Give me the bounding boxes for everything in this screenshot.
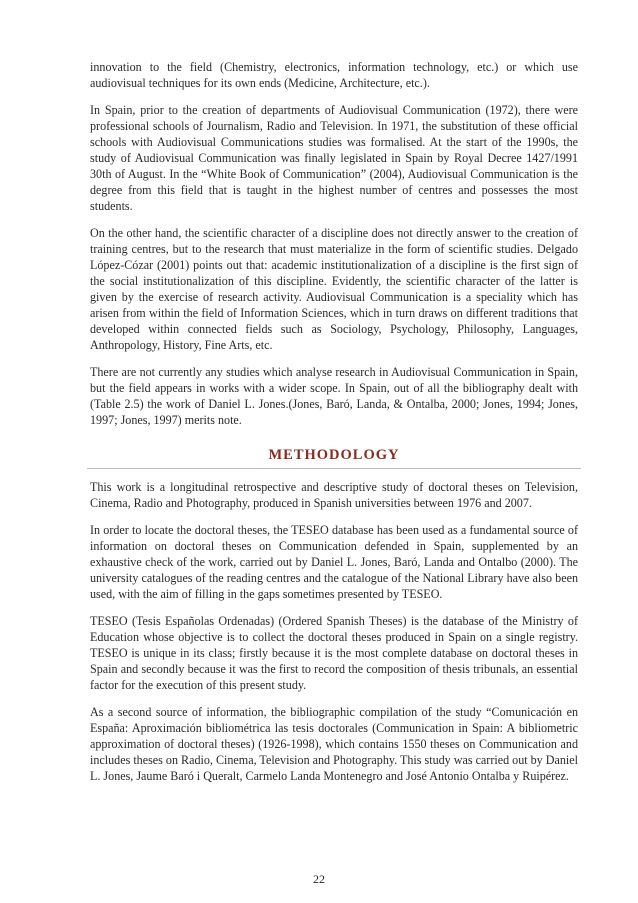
paragraph-teseo-sources: In order to locate the doctoral theses, the TESEO database has been used as a fundamental source of information on doctoral theses on Communication defended in Spain, supplemented by an exhaustive check of the work, carried out by Daniel L. Jones, Baró, Landa and Ontalbo (2000). The university catalogues of the reading centres and the catalogue of the National Library have also been used, with the aim of filling in the gaps sometimes presented by TESEO.	[90, 523, 578, 601]
section-divider	[87, 468, 581, 469]
page-number: 22	[313, 872, 325, 886]
paragraph-second-source: As a second source of information, the bibliographic compilation of the study “Comunicación en España: Aproximación bibliométrica las tesis doctorales (Communication in Spain: A bibliometric approximation of doctoral theses) (1926-1998), which contains 1550 theses on Communication and includes theses on Radio, Cinema, Television and Photography. This study was carried out by Daniel L. Jones, Jaume Baró i Queralt, Carmelo Landa Montenegro and José Antonio Ontalba y Ruipérez.	[90, 705, 578, 783]
section-heading-methodology: METHODOLOGY	[268, 447, 400, 463]
paragraph-scientific-character: On the other hand, the scientific character of a discipline does not directly answer to the creation of training centres, but to the research that must materialize in the form of scientific studies. Delgado López-Cózar (2001) points out that: academic institutionalization of a discipline is the first sign of the social institutionalization of this discipline. Evidently, the scientific character of the latter is given by the exercise of research activity. Audiovisual Communication is a speciality which has arisen from within the field of Information Sciences, which in turn draws on different traditions that developed within connected fields such as Sociology, Psychology, Philosophy, Languages, Anthropology, History, Fine Arts, etc.	[90, 226, 578, 352]
paragraph-current-studies: There are not currently any studies which analyse research in Audiovisual Communication in Spain, but the field appears in works with a wider scope. In Spain, out of all the bibliography dealt with (Table 2.5) the work of Daniel L. Jones.(Jones, Baró, Landa, & Ontalba, 2000; Jones, 1994; Jones, 1997; Jones, 1997) merits note.	[90, 365, 578, 427]
paragraph-study-description: This work is a longitudinal retrospective and descriptive study of doctoral theses on Television, Cinema, Radio and Photography, produced in Spanish universities between 1976 and 2007.	[90, 480, 578, 510]
paragraph-teseo-definition: TESEO (Tesis Españolas Ordenadas) (Ordered Spanish Theses) is the database of the Ministry of Education whose objective is to collect the doctoral theses produced in Spain on a single registry. TESEO is unique in its class; firstly because it is the most complete database on doctoral theses in Spain and secondly because it was the first to record the composition of thesis tribunals, an essential factor for the execution of this present study.	[90, 614, 578, 692]
paragraph-intro-continuation: innovation to the field (Chemistry, electronics, information technology, etc.) or which use audiovisual techniques for its own ends (Medicine, Architecture, etc.).	[90, 60, 578, 90]
paragraph-spain-history: In Spain, prior to the creation of departments of Audiovisual Communication (1972), there were professional schools of Journalism, Radio and Television. In 1971, the substitution of these official schools with Audiovisual Communications studies was formalised. At the start of the 1990s, the study of Audiovisual Communication was finally legislated in Spain by Royal Decree 1427/1991 30th of August. In the “White Book of Communication” (2004), Audiovisual Communication is the degree from this field that is taught in the highest number of centres and possesses the most students.	[90, 103, 578, 213]
page-body	[90, 59, 578, 795]
